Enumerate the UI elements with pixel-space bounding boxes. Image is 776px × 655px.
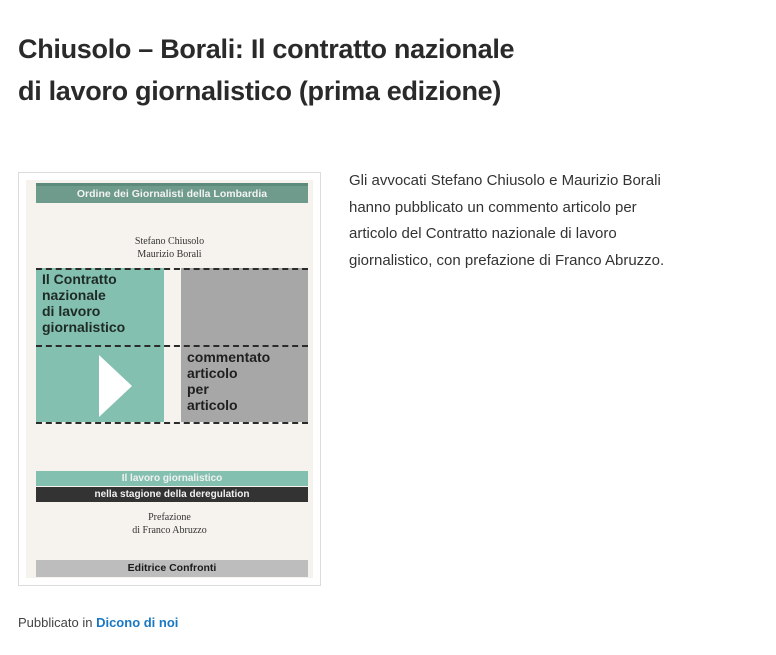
cover-dashed-line-2 [36,345,308,347]
cover-grid [36,268,308,423]
play-arrow-icon [99,355,132,417]
book-cover [26,180,313,578]
title-line-2: di lavoro giornalistico (prima edizione) [18,76,502,106]
published-in-label: Pubblicato in [18,615,93,630]
category-link[interactable]: Dicono di noi [96,615,179,630]
cover-publisher: Editrice Confronti [36,560,308,577]
article-title [18,28,638,112]
title-line-1: Chiusolo – Borali: Il contratto nazionale [18,34,515,64]
cover-dashed-line-1 [36,268,308,270]
cover-book-title: Il Contratto nazionale di lavoro giornalistico [42,271,126,335]
cover-preface-label: Prefazione [148,512,191,523]
article-description: Gli avvocati Stefano Chiusolo e Maurizio Borali hanno pubblicato un commento articolo per articolo del Contratto nazionale di lavoro giornalistico, con prefazione di Franco Abruzzo. [349,172,665,269]
cover-dashed-line-3 [36,422,308,424]
cover-preface-author: di Franco Abruzzo [132,525,207,536]
cover-band-2: nella stagione della deregulation [36,487,308,502]
published-in [18,615,178,630]
cover-gray-block-top [181,268,308,345]
cover-author-1: Stefano Chiusolo [134,236,205,247]
cover-band-1: Il lavoro giornalistico [36,471,308,486]
cover-header: Ordine dei Giornalisti della Lombardia [36,183,308,203]
cover-author-2: Maurizio Borali [137,249,202,260]
cover-authors [26,235,313,261]
book-cover-image[interactable] [18,172,321,586]
cover-subtitle: commentato articolo per articolo [187,349,271,413]
cover-preface [26,511,313,537]
